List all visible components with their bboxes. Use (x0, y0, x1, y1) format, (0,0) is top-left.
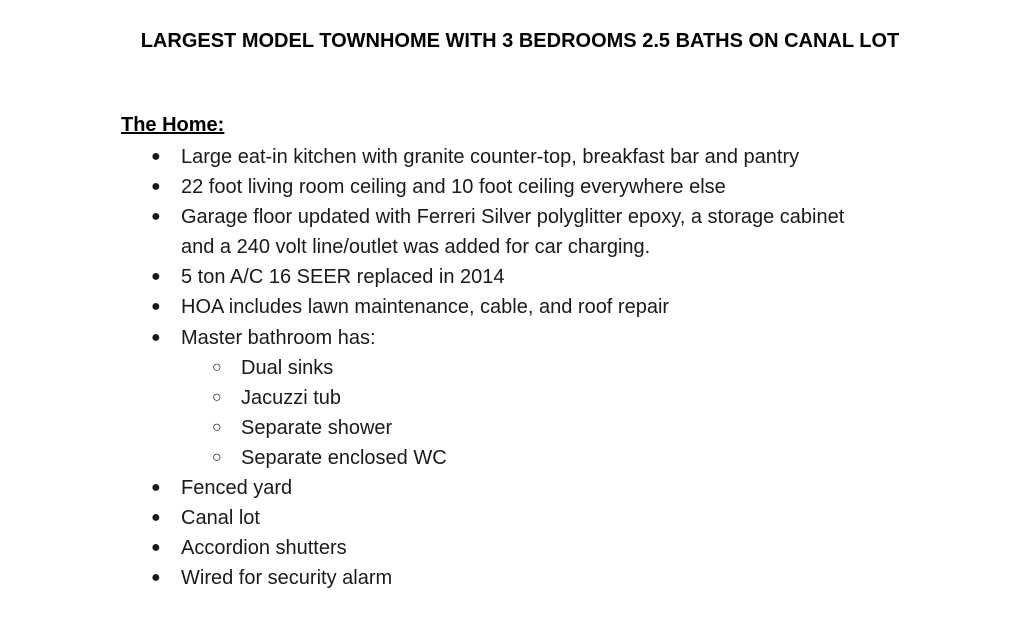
bullet-icon: ● (151, 509, 161, 527)
list-item (0, 172, 911, 202)
list-item-text: Large eat-in kitchen with granite counter-top, breakfast bar and pantry (181, 146, 800, 168)
sub-list-item-text: Dual sinks (241, 356, 334, 379)
feature-list (0, 142, 911, 593)
list-item-text: 5 ton A/C 16 SEER replaced in 2014 (181, 266, 505, 289)
list-item-text: HOA includes lawn maintenance, cable, and roof repair (181, 296, 670, 319)
list-item-text: Garage floor updated with Ferreri Silver polyglitter epoxy, a storage cabinet (181, 206, 845, 229)
sub-list-item-text: Separate shower (241, 416, 393, 439)
section-heading: The Home: (121, 114, 225, 136)
bullet-icon: ● (151, 479, 161, 497)
list-item-continuation (0, 232, 911, 262)
sub-list-item-text: Jacuzzi tub (241, 386, 342, 409)
hollow-bullet-icon: ○ (212, 448, 222, 466)
bullet-icon: ● (151, 268, 161, 286)
list-item (0, 142, 911, 172)
list-item-text: Accordion shutters (181, 537, 347, 560)
list-item (0, 292, 911, 322)
sub-list-item (0, 383, 911, 413)
document-title: LARGEST MODEL TOWNHOME WITH 3 BEDROOMS 2.5 BATHS ON CANAL LOT (140, 30, 900, 52)
hollow-bullet-icon: ○ (212, 358, 222, 376)
list-item (0, 473, 911, 503)
list-item (0, 563, 911, 593)
hollow-bullet-icon: ○ (212, 418, 222, 436)
bullet-icon: ● (151, 569, 161, 587)
list-item-text: and a 240 volt line/outlet was added for car charging. (181, 236, 651, 259)
sub-list-item-text: Separate enclosed WC (241, 446, 447, 469)
bullet-icon: ● (151, 208, 161, 226)
bullet-icon: ● (151, 539, 161, 557)
list-item (0, 533, 911, 563)
bullet-icon: ● (151, 298, 161, 316)
sub-list-item (0, 443, 911, 473)
bullet-icon: ● (151, 328, 161, 346)
bullet-icon: ● (151, 148, 161, 165)
bullet-icon: ● (151, 178, 161, 196)
hollow-bullet-icon: ○ (212, 388, 222, 406)
list-item (0, 202, 911, 232)
list-item-text: Canal lot (181, 507, 260, 530)
list-item (0, 262, 911, 292)
list-item (0, 323, 911, 353)
sub-list-item (0, 413, 911, 443)
list-item-text: Wired for security alarm (181, 567, 393, 590)
list-item-text: Fenced yard (181, 477, 293, 500)
sub-list-item (0, 353, 911, 383)
list-item (0, 503, 911, 533)
list-item-text: 22 foot living room ceiling and 10 foot ceiling everywhere else (181, 176, 726, 199)
list-item-text: Master bathroom has: (181, 326, 376, 349)
